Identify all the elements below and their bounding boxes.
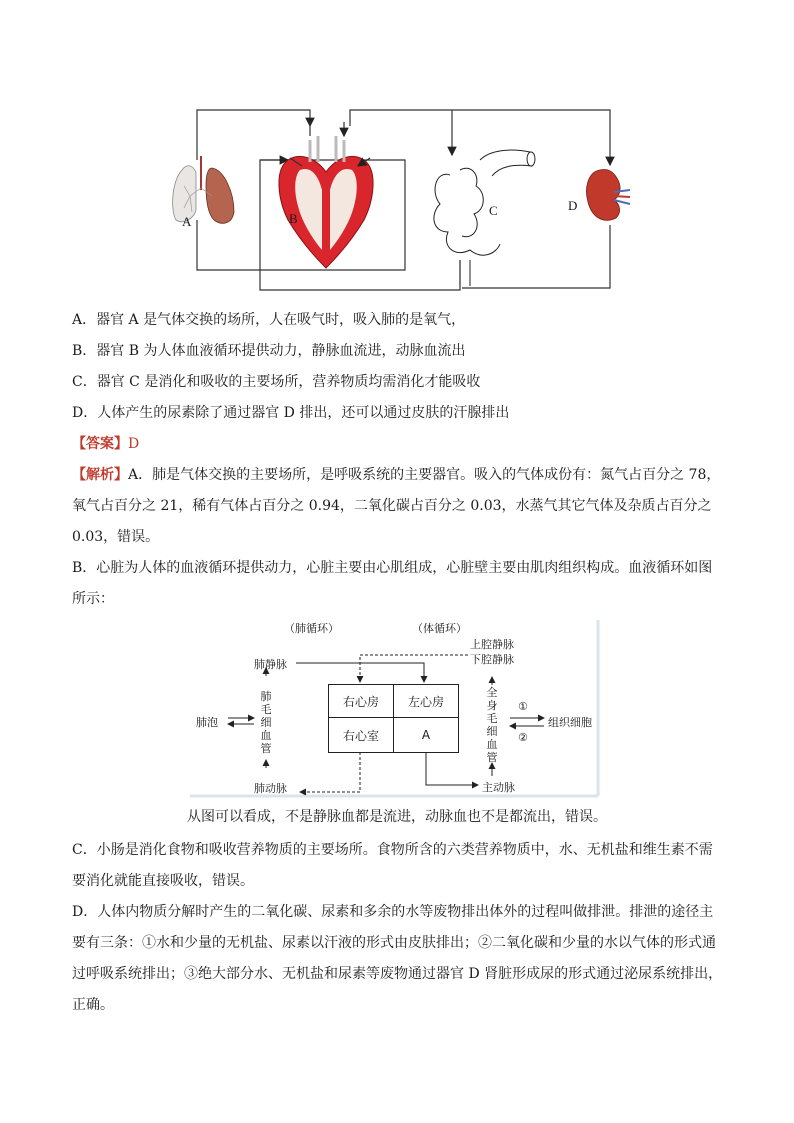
vena-cava-inferior: 下腔静脉: [470, 653, 514, 666]
alveolus: 肺泡: [196, 716, 218, 729]
title-systemic: （体循环）: [412, 622, 467, 635]
arrow-1: ①: [518, 700, 528, 713]
answer-value: D: [128, 436, 140, 452]
left-ventricle: A: [393, 717, 459, 753]
option-d: D．人体产生的尿素除了通过器官 D 排出，还可以通过皮肤的汗腺排出: [72, 405, 510, 421]
pulmonary-vein: 肺静脉: [254, 658, 287, 671]
label-d: D: [568, 198, 578, 213]
label-c: C: [489, 203, 498, 218]
tissue-cells: 组织细胞: [548, 716, 592, 729]
option-c: C．器官 C 是消化和吸收的主要场所，营养物质均需消化才能吸收: [72, 374, 481, 390]
label-b: B: [289, 211, 298, 226]
right-ventricle: 右心室: [328, 717, 394, 753]
label-a: A: [182, 214, 192, 229]
option-a: A．器官 A 是气体交换的场所，人在吸气时，吸入肺的是氧气，: [72, 312, 466, 328]
analysis-a-text: A．肺是气体交换的主要场所，是呼吸系统的主要器官。吸入的气体成份有：氮气占百分之 78，氧气占百分之 21，稀有气体占百分之 0.94，二氧化碳占百分之 0.03，水蒸气其它气体及杂质占百分之 0.03，错误。: [72, 467, 721, 545]
pulmonary-artery: 肺动脉: [254, 782, 287, 795]
answer-tag: 【答案】: [72, 436, 128, 452]
analysis-c: C．小肠是消化食物和吸收营养物质的主要场所。食物所含的六类营养物质中，水、无机盐和维生素不需要消化就能直接吸收，错误。: [72, 842, 713, 889]
analysis-b: B．心脏为人体的血液循环提供动力，心脏主要由心肌组成，心脏壁主要由肌肉组织构成。血液循环如图所示：: [72, 560, 713, 607]
figure-caption: 从图可以看成，不是静脉血都是流进，动脉血也不是都流出，错误。: [187, 809, 607, 825]
intestine-organ: [434, 150, 535, 286]
left-atrium: 左心房: [393, 684, 459, 718]
analysis-a: [72, 460, 724, 553]
analysis-tag: 【解析】: [72, 467, 128, 483]
title-pulmonary: （肺循环）: [284, 622, 339, 635]
body-capillary: 全身毛细血管: [486, 686, 498, 764]
right-atrium: 右心房: [328, 684, 394, 718]
circulation-chart: [188, 618, 600, 798]
answer: [72, 435, 139, 453]
aorta: 主动脉: [482, 781, 515, 794]
heart-organ: [279, 122, 373, 268]
option-b: B．器官 B 为人体血液循环提供动力，静脉血流进，动脉血流出: [72, 343, 466, 359]
kidney-organ: [587, 169, 631, 220]
arrow-2: ②: [518, 731, 528, 744]
vena-cava-superior: 上腔静脉: [470, 638, 514, 651]
analysis-d: D．人体内物质分解时产生的二氧化碳、尿素和多余的水等废物排出体外的过程叫做排泄。排泄的途径主要有三条：①水和少量的无机盐、尿素以汗液的形式由皮肤排出；②二氧化碳和少量的水以气体的形式通过呼吸系统排出；③绝大部分水、无机盐和尿素等废物通过器官 D 肾脏形成尿的形式通过泌尿系统排出，正确。: [72, 904, 723, 1013]
pulmonary-capillary: 肺毛细血管: [260, 690, 272, 755]
